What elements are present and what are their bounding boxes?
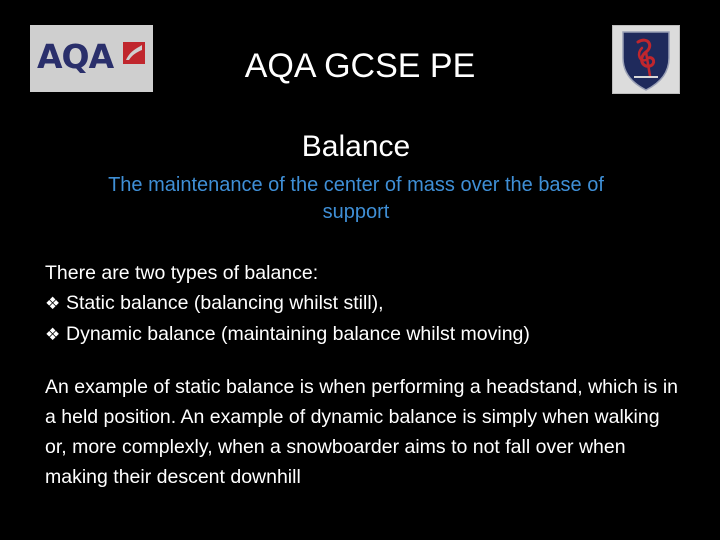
types-intro: There are two types of balance:	[45, 262, 319, 284]
section-heading: Balance	[301, 130, 411, 163]
balance-types-block	[45, 258, 685, 350]
school-crest-logo	[612, 25, 680, 94]
slide-title: AQA GCSE PE	[244, 47, 476, 85]
bullet-text: Static balance (balancing whilst still),	[66, 292, 384, 314]
list-item	[45, 319, 685, 350]
school-crest-icon	[620, 28, 672, 92]
bullet-text: Dynamic balance (maintaining balance whilst moving)	[66, 323, 530, 345]
example-paragraph: An example of static balance is when performing a headstand, which is in a held position. An example of dynamic balance is simply when walking or, more complexly, when a snowboarder aims to not fall over when making their descent downhill	[45, 376, 679, 488]
aqa-logo-text: AQA	[37, 37, 114, 76]
list-item	[45, 288, 685, 319]
definition-text: The maintenance of the center of mass over the base of support	[108, 174, 604, 223]
diamond-bullet-icon: ❖	[45, 325, 61, 344]
diamond-bullet-icon: ❖	[45, 294, 61, 313]
